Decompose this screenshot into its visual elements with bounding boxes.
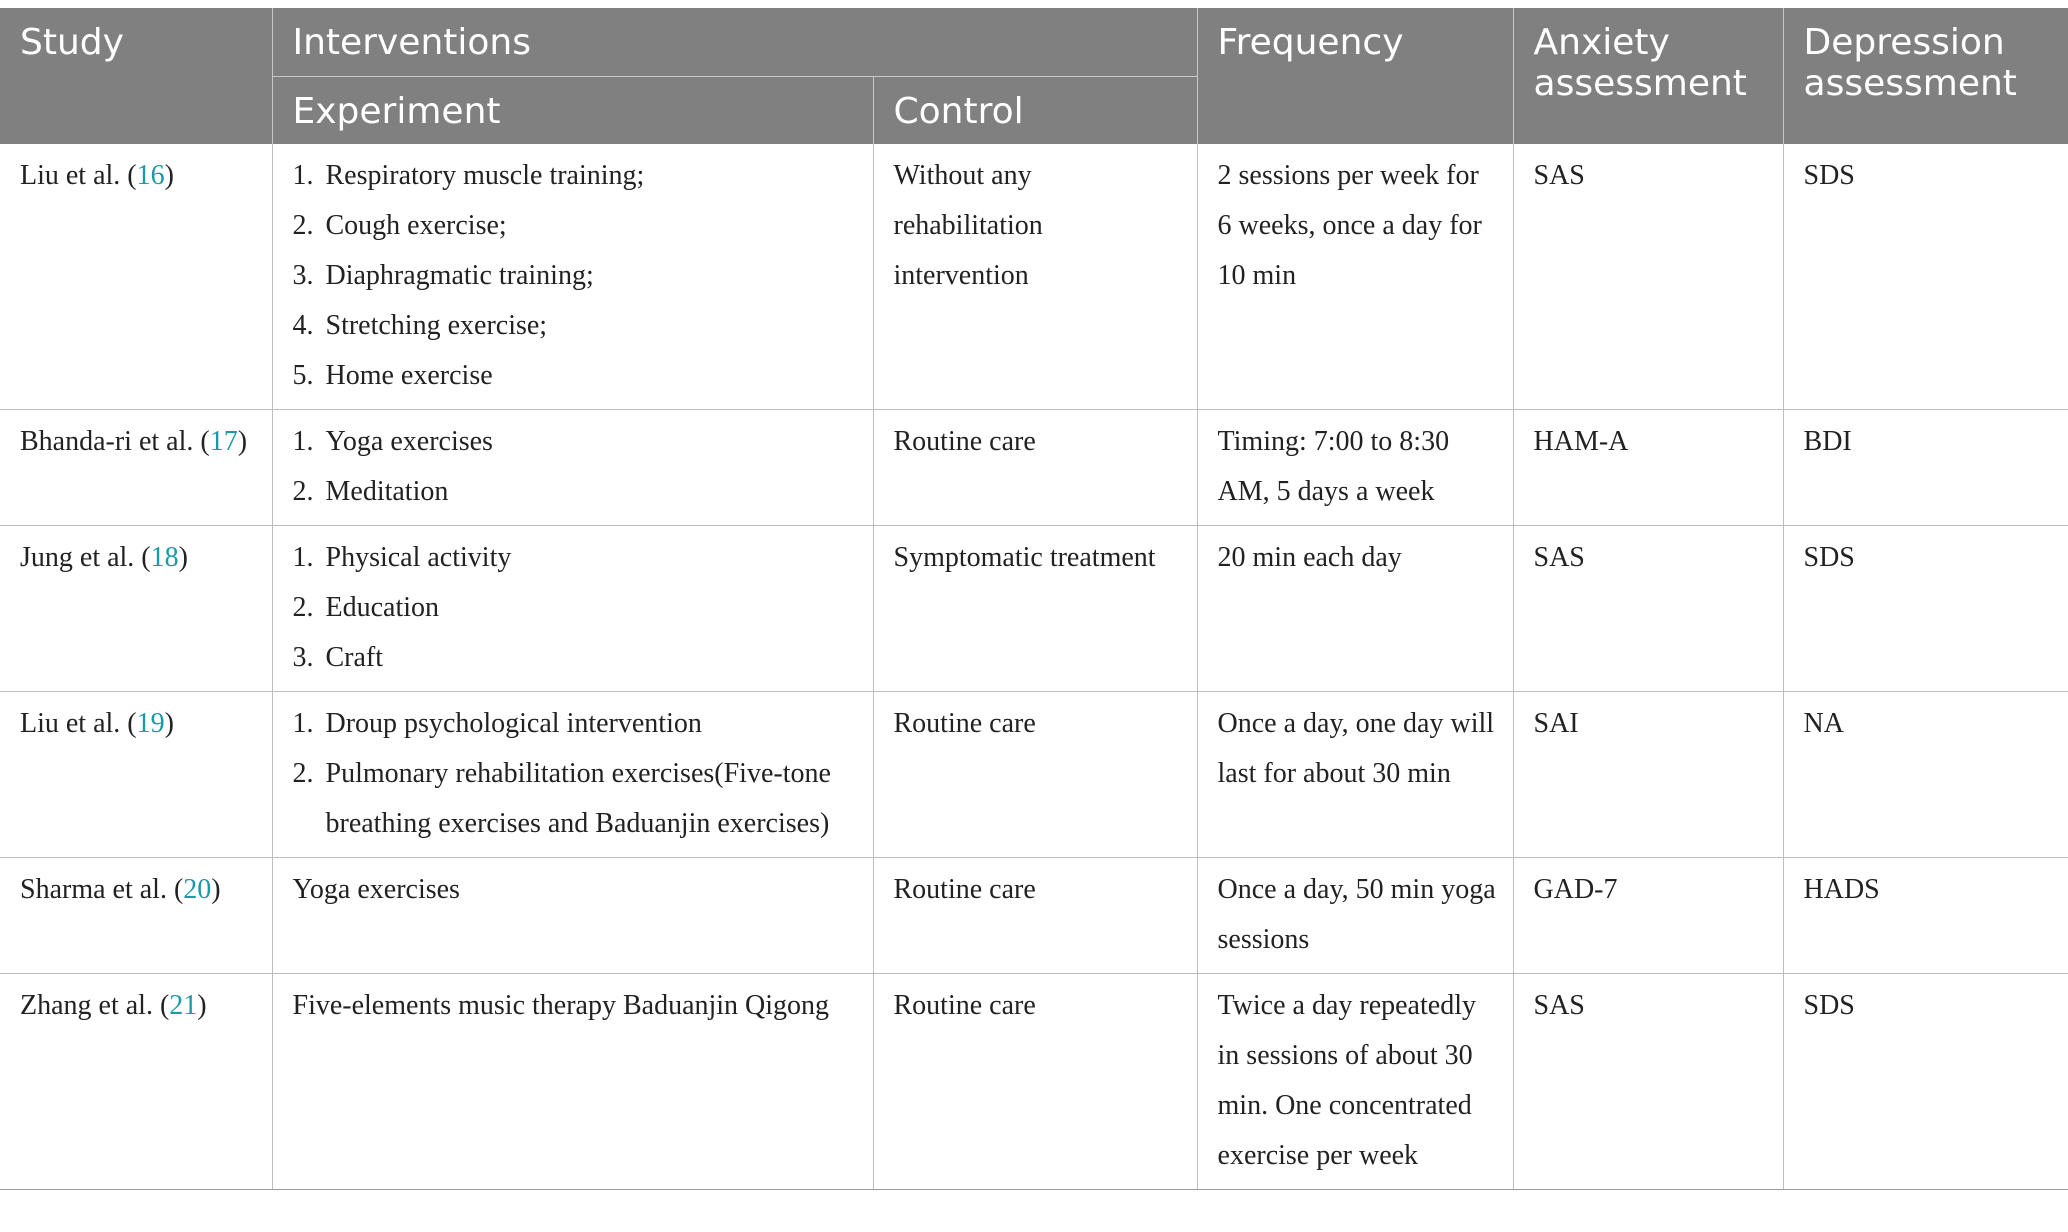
cell-frequency: Timing: 7:00 to 8:30 AM, 5 days a week xyxy=(1197,410,1513,526)
reference-link[interactable]: 19 xyxy=(136,708,165,739)
reference-link[interactable]: 18 xyxy=(150,542,179,573)
list-item-number: 1. xyxy=(292,542,314,573)
list-item-text: Diaphragmatic training; xyxy=(325,260,594,291)
cell-experiment xyxy=(272,692,873,858)
experiment-list-item xyxy=(293,583,859,633)
study-paren-close: ) xyxy=(211,874,221,905)
cell-study xyxy=(0,858,272,974)
experiment-list-item xyxy=(293,417,859,467)
table-row xyxy=(0,526,2068,692)
reference-link[interactable]: 20 xyxy=(183,874,212,905)
list-item-text: Home exercise xyxy=(325,360,493,391)
header-study: Study xyxy=(0,8,272,144)
study-paren-close: ) xyxy=(164,160,174,191)
reference-link[interactable]: 21 xyxy=(169,990,198,1021)
cell-anxiety: SAS xyxy=(1513,144,1783,410)
experiment-list xyxy=(293,151,859,401)
header-anxiety-assessment: Anxiety assessment xyxy=(1513,8,1783,144)
cell-study xyxy=(0,410,272,526)
study-author: Liu et al. ( xyxy=(20,708,137,739)
list-item-number: 2. xyxy=(292,592,314,623)
list-item-text: Education xyxy=(325,592,440,623)
cell-anxiety: SAS xyxy=(1513,526,1783,692)
experiment-list-item xyxy=(293,467,859,517)
studies-table xyxy=(0,8,2068,1190)
study-author: Liu et al. ( xyxy=(20,160,137,191)
cell-depression: SDS xyxy=(1783,974,2068,1190)
list-item-number: 1. xyxy=(292,708,314,739)
list-item-number: 2. xyxy=(292,758,314,789)
list-item-text: Droup psychological intervention xyxy=(325,708,702,739)
cell-frequency: Once a day, 50 min yoga sessions xyxy=(1197,858,1513,974)
table-row xyxy=(0,858,2068,974)
table-body xyxy=(0,144,2068,1190)
table-row xyxy=(0,692,2068,858)
table-header xyxy=(0,8,2068,144)
study-author: Zhang et al. ( xyxy=(20,990,170,1021)
cell-anxiety: HAM-A xyxy=(1513,410,1783,526)
cell-experiment: Five-elements music therapy Baduanjin Qigong xyxy=(272,974,873,1190)
study-paren-close: ) xyxy=(237,426,248,457)
experiment-list xyxy=(293,699,859,849)
table-row xyxy=(0,974,2068,1190)
cell-experiment xyxy=(272,144,873,410)
list-item-text: Pulmonary rehabilitation exercises(Five-tone breathing exercises and Baduanjin exercises) xyxy=(325,758,831,839)
list-item-text: Stretching exercise; xyxy=(325,310,548,341)
cell-anxiety: SAI xyxy=(1513,692,1783,858)
cell-control: Routine care xyxy=(873,974,1197,1190)
list-item-number: 2. xyxy=(292,476,314,507)
experiment-list-item xyxy=(293,351,859,401)
experiment-list-item xyxy=(293,151,859,201)
list-item-number: 2. xyxy=(292,210,314,241)
cell-anxiety: GAD-7 xyxy=(1513,858,1783,974)
cell-depression: BDI xyxy=(1783,410,2068,526)
table-row xyxy=(0,410,2068,526)
header-control: Control xyxy=(873,76,1197,144)
experiment-list xyxy=(293,533,859,683)
cell-frequency: 20 min each day xyxy=(1197,526,1513,692)
table-row xyxy=(0,144,2068,410)
cell-control: Routine care xyxy=(873,692,1197,858)
cell-depression: NA xyxy=(1783,692,2068,858)
cell-frequency: 2 sessions per week for 6 weeks, once a day for 10 min xyxy=(1197,144,1513,410)
cell-control: Routine care xyxy=(873,410,1197,526)
cell-study xyxy=(0,974,272,1190)
list-item-number: 3. xyxy=(292,260,314,291)
experiment-list-item xyxy=(293,699,859,749)
header-depression-assessment: Depression assessment xyxy=(1783,8,2068,144)
study-author: Sharma et al. ( xyxy=(20,874,184,905)
cell-frequency: Once a day, one day will last for about 30 min xyxy=(1197,692,1513,858)
list-item-number: 5. xyxy=(292,360,314,391)
experiment-list-item xyxy=(293,251,859,301)
study-author: Bhanda-ri et al. ( xyxy=(20,426,210,457)
reference-link[interactable]: 16 xyxy=(136,160,165,191)
list-item-text: Meditation xyxy=(325,476,449,507)
cell-frequency: Twice a day repeatedly in sessions of about 30 min. One concentrated exercise per week xyxy=(1197,974,1513,1190)
list-item-number: 1. xyxy=(292,426,314,457)
cell-study xyxy=(0,692,272,858)
experiment-list-item xyxy=(293,301,859,351)
cell-experiment: Yoga exercises xyxy=(272,858,873,974)
study-paren-close: ) xyxy=(164,708,174,739)
experiment-list-item xyxy=(293,533,859,583)
cell-experiment xyxy=(272,410,873,526)
list-item-text: Cough exercise; xyxy=(325,210,507,241)
cell-study xyxy=(0,144,272,410)
cell-depression: SDS xyxy=(1783,144,2068,410)
header-interventions: Interventions xyxy=(272,8,1197,76)
list-item-text: Respiratory muscle training; xyxy=(325,160,645,191)
list-item-text: Yoga exercises xyxy=(325,426,493,457)
header-frequency: Frequency xyxy=(1197,8,1513,144)
header-experiment: Experiment xyxy=(272,76,873,144)
reference-link[interactable]: 17 xyxy=(209,426,238,457)
cell-depression: HADS xyxy=(1783,858,2068,974)
cell-anxiety: SAS xyxy=(1513,974,1783,1190)
cell-experiment xyxy=(272,526,873,692)
cell-study xyxy=(0,526,272,692)
experiment-list-item xyxy=(293,749,859,849)
study-author: Jung et al. ( xyxy=(20,542,151,573)
cell-depression: SDS xyxy=(1783,526,2068,692)
cell-control: Symptomatic treatment xyxy=(873,526,1197,692)
list-item-number: 1. xyxy=(292,160,314,191)
list-item-number: 3. xyxy=(292,642,314,673)
study-paren-close: ) xyxy=(197,990,207,1021)
study-paren-close: ) xyxy=(178,542,188,573)
list-item-text: Craft xyxy=(325,642,384,673)
list-item-number: 4. xyxy=(292,310,314,341)
header-row-top xyxy=(0,8,2068,76)
cell-control: Routine care xyxy=(873,858,1197,974)
cell-control: Without any rehabilitation intervention xyxy=(873,144,1197,410)
list-item-text: Physical activity xyxy=(325,542,512,573)
experiment-list xyxy=(293,417,859,517)
studies-table-container xyxy=(0,8,2068,1190)
experiment-list-item xyxy=(293,633,859,683)
experiment-list-item xyxy=(293,201,859,251)
